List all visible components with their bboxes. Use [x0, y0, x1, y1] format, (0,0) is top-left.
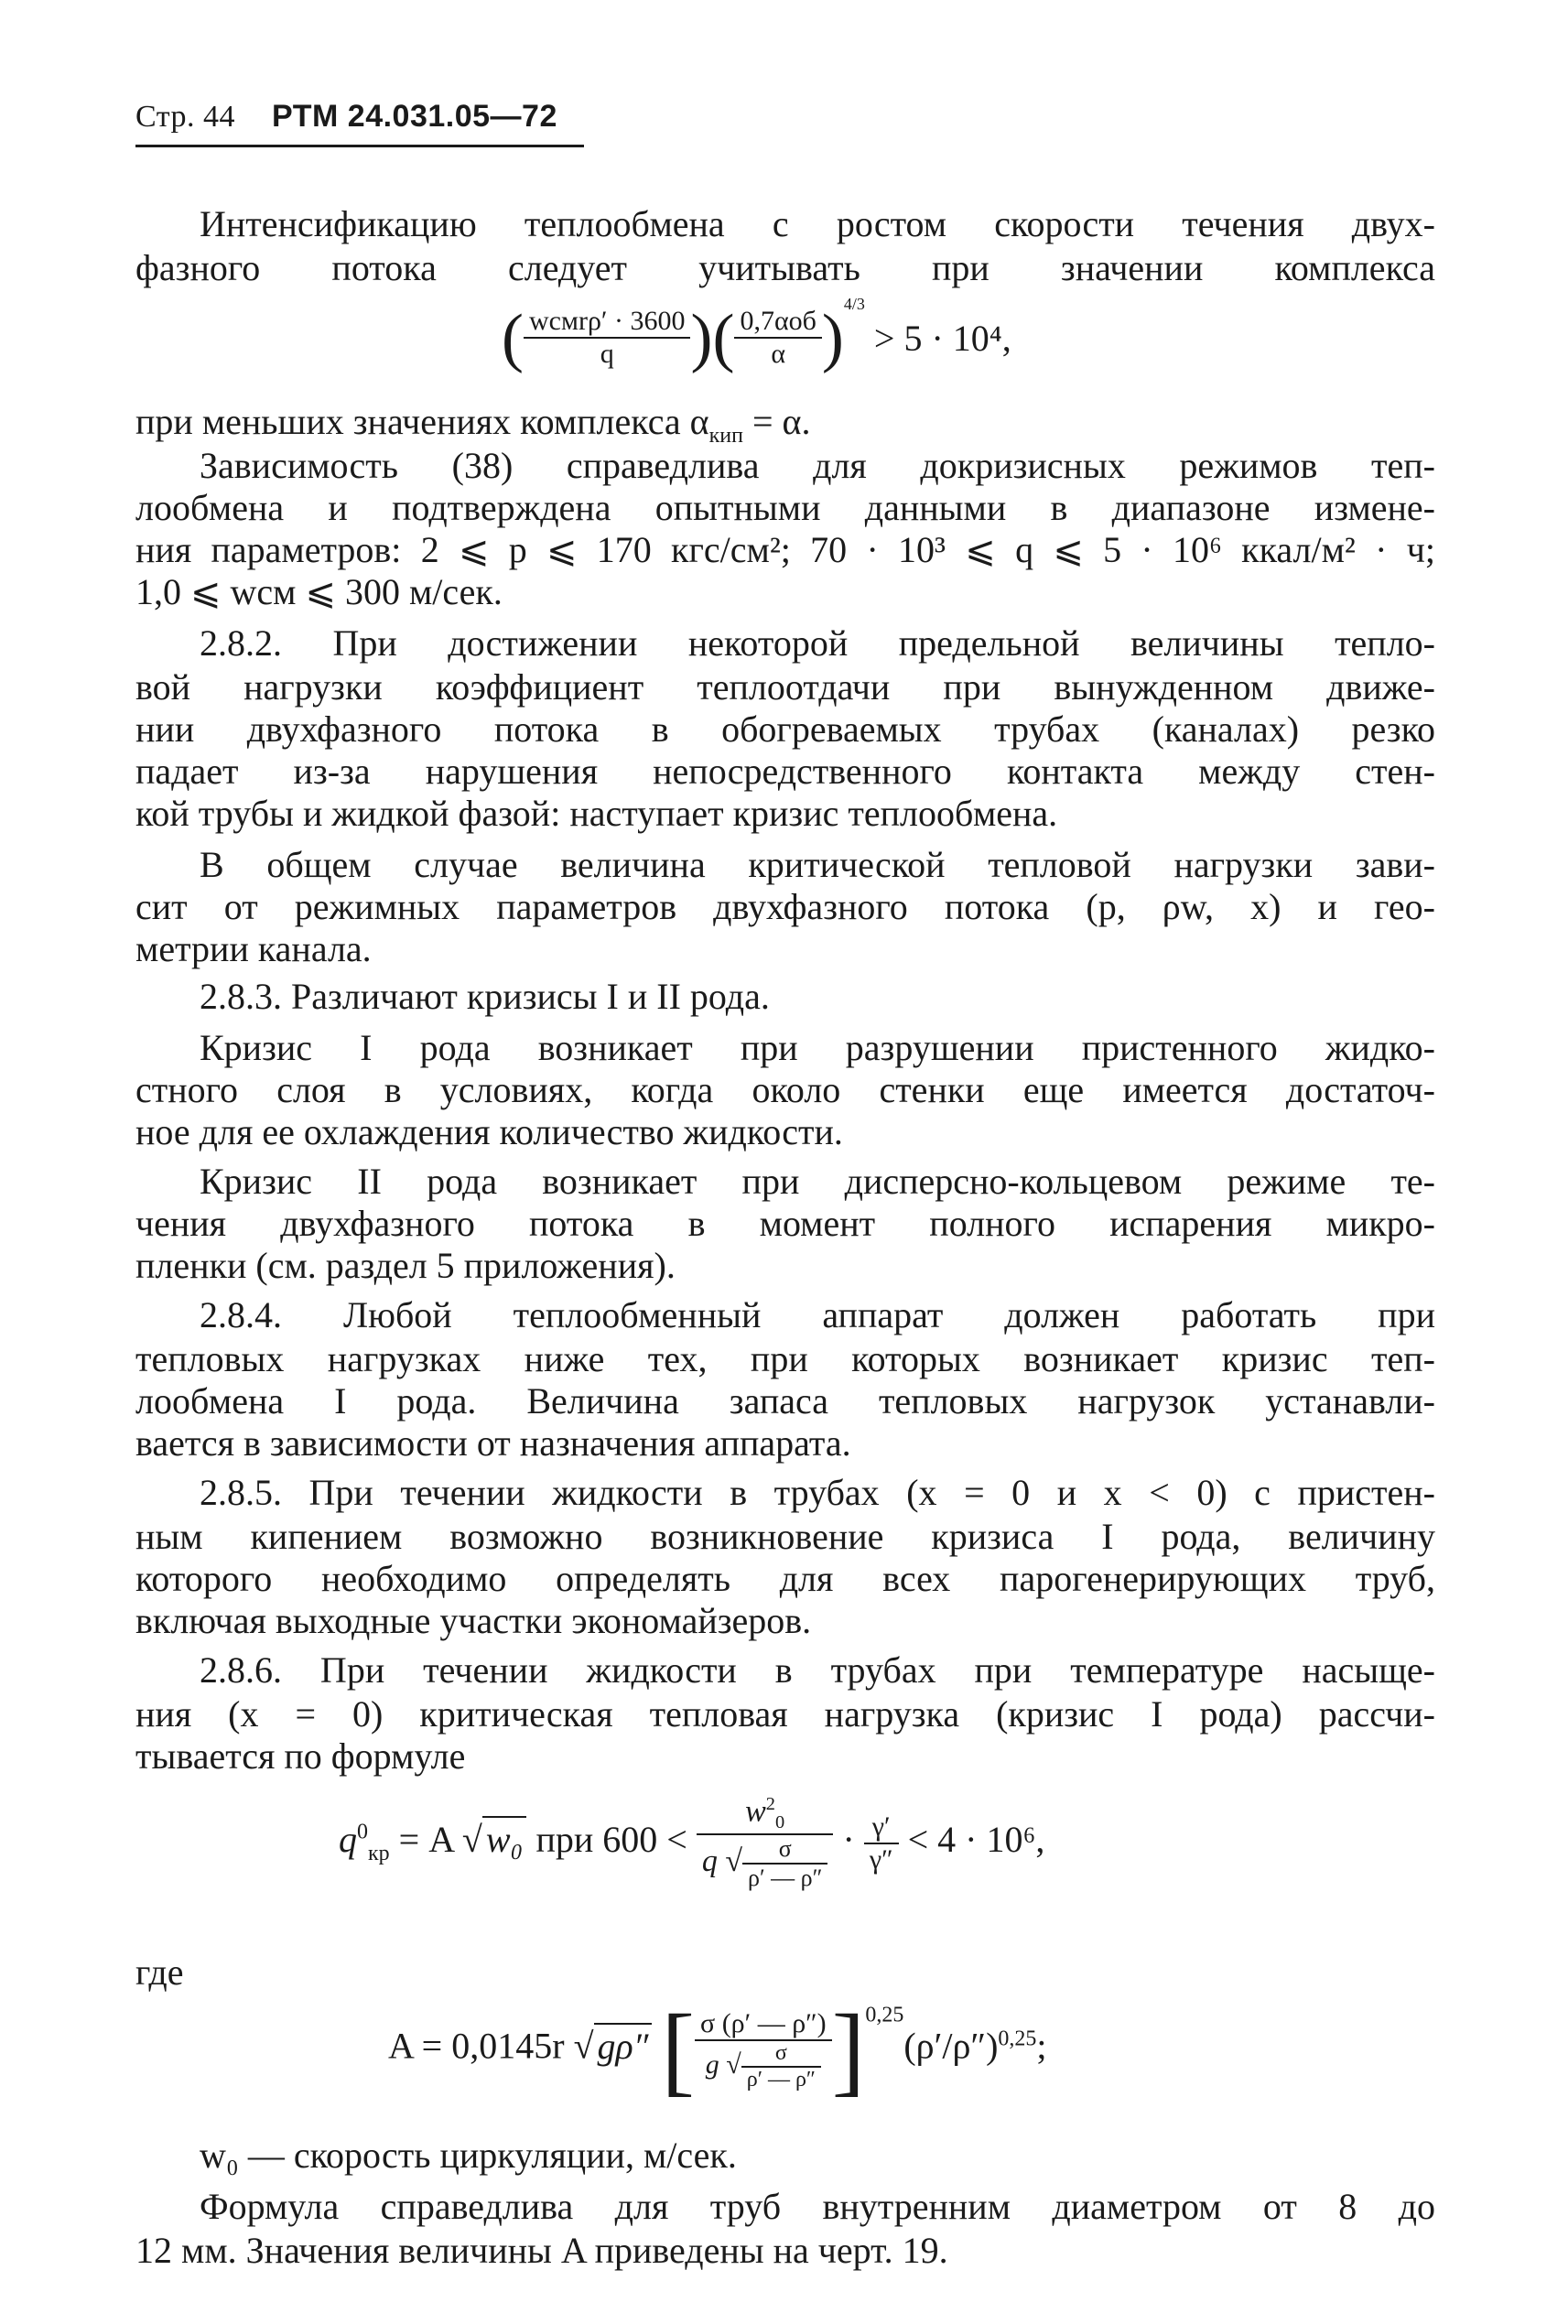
text-line: вается в зависимости от назначения аппарата.	[135, 1422, 851, 1464]
text-line: 1,0 ⩽ wсм ⩽ 300 м/сек.	[135, 571, 503, 612]
formula-complex	[502, 295, 1011, 376]
formula-text: при 600 <	[526, 1818, 687, 1860]
text-line: ния параметров: 2 ⩽ p ⩽ 170 кгс/см²; 70 · 10³ ⩽ q ⩽ 5 · 10⁶ ккал/м² · ч;	[135, 529, 1435, 570]
fraction	[734, 306, 821, 370]
text-line: Кризис I рода возникает при разрушении пристенного жидко-	[200, 1027, 1435, 1068]
paren-close: )	[690, 300, 713, 374]
inner-fraction	[741, 2041, 821, 2092]
bracket-open: [	[661, 1994, 696, 2105]
formula-rhs: > 5 · 10⁴,	[873, 317, 1011, 359]
text-line: сит от режимных параметров двухфазного потока (p, ρw, x) и гео-	[135, 886, 1435, 927]
exponent: 0,25	[998, 2027, 1037, 2051]
denominator-symbol: g	[705, 2048, 719, 2080]
exponent: 4/3	[843, 295, 865, 313]
formula-rhs: < 4 · 10⁶,	[907, 1818, 1045, 1860]
text-line: где	[135, 1951, 184, 1993]
text-line: 2.8.6. При течении жидкости в трубах при температуре насыще-	[200, 1649, 1435, 1691]
text-line: лообмена I рода. Величина запаса тепловых нагрузок устанавли-	[135, 1380, 1435, 1421]
fraction-numerator: wсмrρ′ · 3600	[524, 306, 690, 339]
paren-close: )	[821, 300, 844, 374]
text-line: вой нагрузки коэффициент теплоотдачи при вынужденном движе-	[135, 666, 1435, 708]
formula-text: A = 0,0145r	[388, 2025, 574, 2067]
bracket-close: ]	[831, 1994, 866, 2105]
text-line: кой трубы и жидкой фазой: наступает кризис теплообмена.	[135, 793, 1058, 834]
text-line: Зависимость (38) справедлива для докризисных режимов теп-	[200, 445, 1435, 486]
fraction-numerator: σ (ρ′ — ρ″)	[695, 2008, 832, 2041]
text-line: Интенсификацию теплообмена с ростом скорости течения двух-	[200, 203, 1435, 244]
radical-sign: √	[726, 2048, 741, 2080]
numerator-symbol: w	[745, 1794, 766, 1829]
fraction	[697, 1794, 834, 1892]
inner-fraction	[742, 1835, 827, 1892]
radical-sign: √	[573, 2025, 594, 2067]
text-line: включая выходные участки экономайзеров.	[135, 1600, 812, 1641]
text-line: тывается по формуле	[135, 1735, 466, 1777]
fraction-numerator	[697, 1794, 834, 1835]
text-line: метрии канала.	[135, 928, 372, 969]
fraction-denominator	[695, 2041, 832, 2092]
text-line: В общем случае величина критической тепловой нагрузки зави-	[200, 844, 1435, 885]
text-line: 2.8.2. При достижении некоторой предельной величины тепло-	[200, 622, 1435, 664]
text-line: Кризис II рода возникает при дисперсно-кольцевом режиме те-	[200, 1161, 1435, 1202]
page-header	[135, 99, 557, 135]
alpha-equals: = α.	[743, 401, 811, 442]
radicand	[482, 1816, 527, 1861]
text-line: пленки (см. раздел 5 приложения).	[135, 1245, 676, 1286]
radical-sign: √	[725, 1843, 743, 1878]
subscript: 0	[775, 1812, 785, 1833]
text-line: падает из-за нарушения непосредственного контакта между стен-	[135, 751, 1435, 792]
paren-open: (	[502, 300, 524, 374]
formula-symbol: q	[339, 1818, 357, 1860]
fraction-denominator	[697, 1835, 834, 1892]
text-segment: при меньших значениях комплекса α	[135, 401, 709, 442]
text-line: тепловых нагрузках ниже тех, при которых возникает кризис теп-	[135, 1338, 1435, 1379]
text-line: которого необходимо определять для всех парогенерирующих труб,	[135, 1558, 1435, 1599]
inner-numerator: σ	[742, 1835, 827, 1865]
fraction-denominator: γ″	[869, 1843, 893, 1875]
fraction	[524, 306, 690, 370]
inner-denominator: ρ′ — ρ″	[748, 1865, 823, 1892]
paren-open: (	[712, 300, 735, 374]
text-line: ния (x = 0) критическая тепловая нагрузка (кризис I рода) рассчи-	[135, 1693, 1435, 1735]
text-line: ным кипением возможно возникновение кризиса I рода, величину	[135, 1516, 1435, 1557]
fraction-denominator: α	[771, 339, 786, 370]
fraction-numerator: 0,7αоб	[734, 306, 821, 339]
alpha-subscript: кип	[708, 424, 743, 448]
radicand	[594, 2023, 653, 2068]
subscript: кр	[368, 1841, 390, 1865]
formula-text: ·	[842, 1818, 855, 1860]
text-line: стного слоя в условиях, когда около стенки еще имеется достаточ-	[135, 1069, 1435, 1110]
header-rule	[135, 145, 584, 147]
fraction	[695, 2008, 832, 2092]
formula-text: ;	[1036, 2025, 1047, 2067]
page-number: Стр. 44	[135, 100, 236, 134]
fraction-denominator: q	[600, 339, 614, 370]
superscript: 2	[765, 1794, 775, 1814]
text-line: 12 мм. Значения величины A приведены на черт. 19.	[135, 2230, 948, 2271]
text-line: чения двухфазного потока в момент полного испарения микро-	[135, 1203, 1435, 1244]
inner-numerator: σ	[741, 2041, 821, 2068]
text-line: ное для ее охлаждения количество жидкости.	[135, 1111, 843, 1152]
radicand-text: gρ″	[597, 2025, 649, 2067]
superscript: 0	[357, 1820, 368, 1844]
radical-sign: √	[461, 1818, 482, 1860]
denominator-symbol: q	[701, 1843, 718, 1878]
radicand-text: w₀	[485, 1818, 524, 1860]
exponent: 0,25	[865, 2003, 904, 2027]
formula-coefficient-a	[388, 1992, 1047, 2108]
text-line: Формула справедлива для труб внутренним диаметром от 8 до	[200, 2186, 1435, 2227]
text-line: 2.8.4. Любой теплообменный аппарат должен работать при	[200, 1294, 1435, 1335]
text-line: фазного потока следует учитывать при значении комплекса	[135, 247, 1435, 288]
text-line: нии двухфазного потока в обогреваемых трубах (каналах) резко	[135, 708, 1435, 750]
inner-denominator: ρ′ — ρ″	[746, 2067, 816, 2092]
document-reference: РТМ 24.031.05—72	[272, 99, 557, 134]
fraction-numerator: γ′	[864, 1811, 899, 1844]
formula-text: (ρ′/ρ″)	[903, 2025, 999, 2067]
text-line: 2.8.3. Различают кризисы I и II рода.	[200, 976, 770, 1017]
fraction	[864, 1811, 899, 1875]
text-line: лообмена и подтверждена опытными данными в диапазоне измене-	[135, 487, 1435, 528]
text-line: w₀ — скорость циркуляции, м/сек.	[200, 2135, 737, 2176]
text-line: 2.8.5. При течении жидкости в трубах (x = 0 и x < 0) с пристен-	[200, 1472, 1435, 1513]
formula-critical-heat-flux	[339, 1794, 1044, 1892]
formula-text: = A	[389, 1818, 462, 1860]
